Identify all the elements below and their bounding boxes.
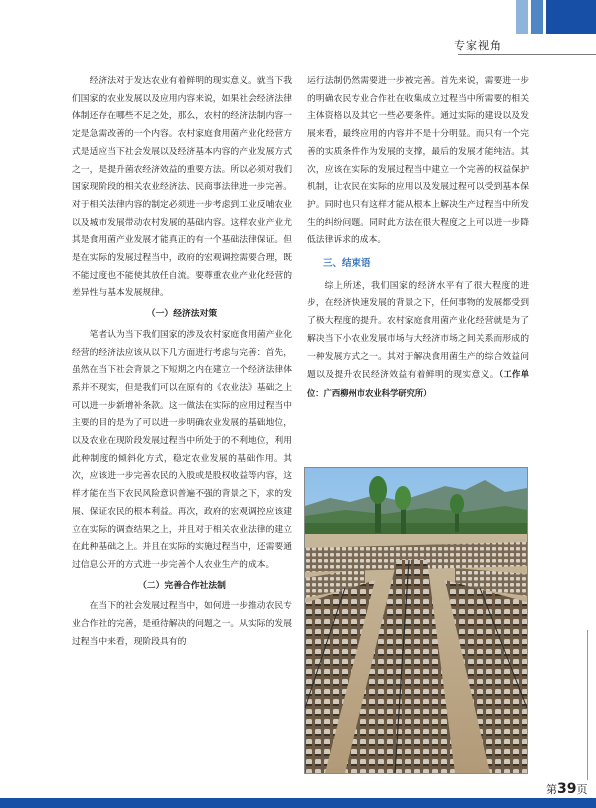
page-number-value: 39 <box>557 781 577 797</box>
paragraph <box>307 278 529 404</box>
header-stripe-dark <box>546 0 596 34</box>
header-rule <box>458 54 596 55</box>
subheading: （一）经济法对策 <box>146 309 218 320</box>
paragraph: 经济法对于发达农业有着鲜明的现实意义。就当下我们国家的农业发展以及应用内容来说，如果社会经济法律体制还存在哪些不足之处，那么，农村的经济法制内容一定是急需改善的一个内容。农村家庭食用菌产业化经营方式是适应当下社会发展以及经济基本内容的产业发展方式之一，是提升菌农经济效益的重要方法。所以必须对我们国家现阶段的相关农业经济法、民商事法律进一步完善。对于相关法律内容的制定必须进一步考虑到工业反哺农业以及城市发展带动农村发展的基础内容。这样农业产业尤其是食用菌产业发展才能真正的有一个基础法律保证。但是在实际的发展过程当中，政府的宏观调控需要合理，既不能过度也不能使其放任自流。要尊重农业产业化经营的差异性与基本发展规律。 <box>72 76 292 299</box>
section-label: 专家视角 <box>454 39 502 52</box>
margin-rule <box>587 630 588 780</box>
paragraph-text: 综上所述，我们国家的经济水平有了很大程度的进步，在经济快速发展的背景之下，任何事物的发展都受到了极大程度的提升。农村家庭食用菌产业化经营就是为了解决当下小农业发展市场与大经济市场之间关系而形成的一种发展方式之一。其对于解决食用菌生产的综合效益问题以及提升农民经济效益有着鲜明的现实意义。 <box>307 280 529 381</box>
author-affiliation: （工作单位：广西柳州市农业科学研究所） <box>307 369 529 398</box>
page-prefix: 第 <box>546 783 557 796</box>
header-stripe-mid <box>531 0 543 34</box>
photo-illustration <box>305 468 527 773</box>
right-column <box>307 73 529 404</box>
paragraph: 运行法制仍然需要进一步被完善。首先来说，需要进一步的明确农民专业合作社在收集成立过程当中所需要的相关主体资格以及其它一些必要条件。通过实际的建设以及发展来看，最终应用的内容并不是十分明显。而只有一个完善的实质条件作为发展的支撑，最后的发展才能纯洁。其次，应该在实际的发展过程当中建立一个完善的权益保护机制，让农民在实际的应用以及发展过程可以受到基本保护。同时也只有这样才能从根本上解决生产过程当中所发生的纠纷问题。同时此方法在很大程度之上可以进一步降低法律诉求的成本。 <box>307 76 529 246</box>
mushroom-field-photo <box>304 467 528 774</box>
paragraph: 在当下的社会发展过程当中，如何进一步推动农民专业合作社的完善，是亟待解决的问题之一。从实际的发展过程当中来看，现阶段具有的 <box>72 601 292 647</box>
page-suffix: 页 <box>576 783 588 796</box>
page-number <box>546 781 587 797</box>
footer-bar <box>0 798 596 808</box>
subheading: （二）完善合作社法制 <box>138 580 226 591</box>
paragraph: 笔者认为当下我们国家的涉及农村家庭食用菌产业化经营的经济法应该从以下几方面进行考虑与完善：首先，虽然在当下社会背景之下短期之内在建立一个经济法律体系并不现实，但是我们可以在原有的《农业法》基础之上可以进一步新增补条款。这一做法在实际的应用过程当中主要的目的是为了可以进一步明确农业发展的基础地位，以及农业在现阶段发展过程当中所处于的不利地位，利用此种制度的倾斜化方式，稳定农业发展的基础作用。其次，应该进一步完善农民的入股或是股权收益等内容，这样才能在当下农民风险意识普遍不强的背景之下，求的发展、保证农民的根本利益。再次，政府的宏观调控应该建立在实际的调查结果之上，并且对于相关农业法律的建立在此种基础之上。并且在实际的实施过程当中，还需要通过信息公开的方式进一步完善个人农业生产的成本。 <box>72 329 292 570</box>
section-heading: 三、结束语 <box>323 258 371 270</box>
left-column <box>72 73 292 652</box>
header-stripe-light <box>516 0 528 34</box>
